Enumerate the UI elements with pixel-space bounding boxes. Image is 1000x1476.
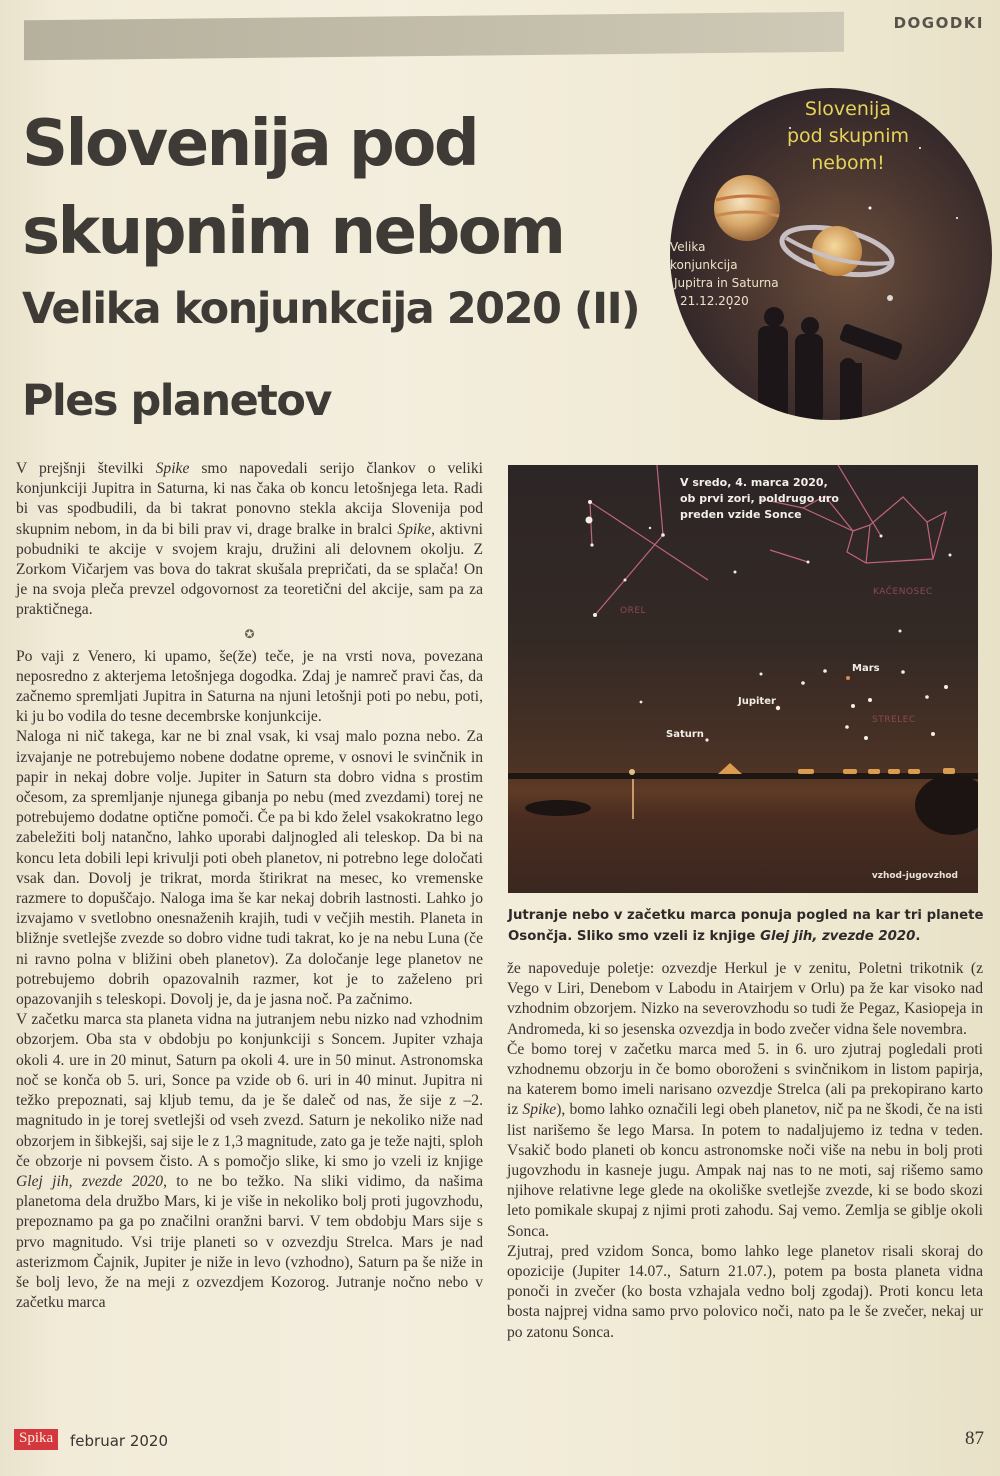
- badge-line: Velika: [670, 240, 706, 254]
- text-run: V prejšnji številki: [16, 460, 156, 477]
- rock: [525, 800, 591, 816]
- paragraph: Naloga ni nič takega, kar ne bi znal vsak, ki vsaj malo pozna nebo. Za izvajanje ne potrebujemo nobene dodatne opreme, v osnovi le svinčnik in papir in nekaj dobre volje. Jupiter in Saturn sta dobro vidna s prostim očesom, za spremljanje njunega gibanja po nebu (med zvezdami) torej ne potrebujemo dodatne optične pomoči. Če pa bi kdo želel vsakokratno lego zabeležiti bolj natančno, lahko uporabi daljnogled ali teleskop. Da bi na koncu leta dobili lepi krivulji poti obeh planetov, ni potrebno lege določati vsak dan. Dovolj je trikrat, morda štirikrat na mesec, ko vremenske razmere to dopuščajo. Naloga ima še kar nekaj dobrih lastnosti. Lahko jo izvajamo v svetlobno onesnaženih krajih, tudi v večjih mestih. Planeta in bližnje svetlejše zvezde so dobro vidne tudi takrat, ko je na nebu Luna (če ni ravno polna v bližini obeh planetov). Za določanje lege planetov ne potrebujemo dobrih opazovalnih razmer, kot je to zaželeno pri opazovanjih s teleskopi. Dovolj je, da je jasna noč. Pa začnimo.: [16, 728, 483, 1009]
- figure-note-line: V sredo, 4. marca 2020,: [680, 476, 828, 489]
- star: [869, 207, 872, 210]
- article-title: Slovenija pod skupnim nebom: [22, 107, 564, 269]
- text-run: V začetku marca sta planeta vidna na jutranjem nebu nizko nad vzhodnim obzorjem. Oba sta v obdobju po konjunkciji s Soncem. Jupiter vzhaja okoli 4. ure in 20 minut, Saturn pa okoli 4. ure in 50 minut. Astronomska noč se konča ob 5. uri, Sonce pa vzide ob 6. uri in 40 minut. Jupitra ni težko prepoznati, saj kljub temu, da je še daleč od nas, že sije z –2. magnitudo in je torej svetlejši od vseh zvezd. Saturn je nekoliko niže nad obzorjem in šibkejši, saj sije le z 1,3 magnitude, zato ga je teže najti, sploh če obzorje ni povsem čisto. A s pomočjo slike, ki smo jo vzeli iz knjige: [16, 1011, 483, 1170]
- badge-line: konjunkcija: [670, 258, 738, 272]
- divider-star-icon: ✪: [244, 626, 255, 641]
- figure-note-line: ob prvi zori, poldrugo uro: [680, 492, 839, 505]
- text-run-italic: Spike: [522, 1101, 557, 1119]
- label-kacenosec: KAČENOSEC: [873, 587, 933, 597]
- horizon: [508, 773, 978, 779]
- direction-label: vzhod-jugovzhod: [871, 871, 958, 881]
- text-run-italic: Spike: [155, 460, 190, 477]
- text-run-italic: Spike: [397, 520, 432, 538]
- article-subtitle: Velika konjunkcija 2020 (II): [22, 284, 640, 334]
- text-run: Če bomo torej v začetku marca med 5. in 6. uro zjutraj pogledali proti vzhodnemu obzorju in če bomo oboroženi s svinčnikom in listom papirja, na katerem bomo imeli narisano ozvezdje Strelca (ali pa prekopirano karto iz: [507, 1040, 983, 1119]
- label-orel: OREL: [620, 606, 647, 616]
- saturn-dot: [705, 738, 708, 741]
- paragraph: že napoveduje poletje: ozvezdje Herkul je v zenitu, Poletni trikotnik (z Vego v Liri, Denebom v Labodu in Atairjem v Orlu) pa že kar visoko nad vzhodnim obzorjem. Nizko na severovzhodu so tudi že Pegaz, Kasiopeja in Andromeda, ki so jesenska ozvezdja in bodo zvečer vidna šele novembra.: [507, 960, 983, 1038]
- sky-chart-figure: [508, 465, 978, 893]
- star: [887, 295, 893, 301]
- text-run: smo napovedali serijo člankov o veliki konjunkciji Jupitra in Saturna, ki nas čaka ob koncu letošnjega leta. Radi bi vas spodbudili, da bi takrat ponovno stekla akcija Slovenija pod skupnim nebom, in da bi bili prav vi, drage bralke in bralci: [16, 460, 483, 538]
- badge-title: Slovenija pod skupnim nebom!: [786, 98, 910, 174]
- paragraph: [16, 1010, 483, 1313]
- mars-dot: [846, 676, 850, 680]
- figure-caption: [508, 905, 984, 947]
- figure-note-line: preden vzide Sonce: [680, 508, 802, 521]
- text-run: ), bomo lahko označili legi obeh planetov, nič pa ne škodi, če na isti list narišemo še lego Marsa. In potem to nadaljujemo iz tedna v teden. Vsakič bodo planeti ob koncu astronomske noči više na nebu in bolj proti jugovzhodu in kasneje jugu. Ampak naj nas to ne moti, saj rišemo samo njihove relativne lege glede na okoliške svetlejše zvezde, ki se bodo skozi leto pomikale skupaj z njimi proti zahodu. Saj vemo. Zemlja se giblje okoli Sonca.: [507, 1101, 983, 1240]
- paragraph: [507, 1040, 983, 1242]
- badge-line: 21.12.2020: [680, 294, 749, 308]
- label-mars: Mars: [852, 663, 880, 674]
- label-strelec: STRELEC: [872, 715, 916, 725]
- label-jupiter: Jupiter: [738, 696, 776, 707]
- section-label: DOGODKI: [893, 14, 984, 32]
- body-column-left: [16, 459, 483, 1313]
- jupiter-dot: [776, 706, 780, 710]
- paragraph-intro: [16, 459, 483, 621]
- text-run-italic: Glej jih, zvezde 2020: [16, 1172, 164, 1190]
- paragraph: Zjutraj, pred vzidom Sonca, bomo lahko lege planetov risali skoraj do opozicije (Jupiter 14.07., Saturn 21.07.), potem pa bosta planeta vidna ponoči in zvečer (ko bosta vzhajala vedno bolj zgodaj). Proti koncu leta bosta najprej vidna samo prvo polovico noči, nato pa le še zvečer, nekaj ur po zatonu Sonca.: [507, 1242, 983, 1341]
- magazine-logo: Spika: [14, 1429, 58, 1450]
- silhouettes: [758, 307, 903, 420]
- text-run: , to ne bo težko. Na sliki vidimo, da našima planetoma dela družbo Mars, ki je više in nekoliko bolj proti jugovzhodu, prepoznamo pa ga po značilni oranžni barvi. V tem obdobju Mars sije s prvo magnitudo. Vsi trije planeti so v ozvezdju Strelca. Mars je nad asterizmom Čajnik, Jupiter je niže in levo (vzhodno), Saturn pa še niže in še bolj levo, že na meji z ozvezdjem Kozorog. Jutranje nočno nebo v začetku marca: [16, 1172, 483, 1312]
- sky-chart: [508, 465, 978, 893]
- shore-bush: [915, 775, 978, 835]
- article-kicker: Ples planetov: [22, 376, 331, 426]
- star: [956, 217, 958, 219]
- text-run: , aktivni pobudniki te akcije v svojem kraju, družini ali delovnem okolju. Z Zorkom Vičarjem vas bova do takrat skušala prepričati, da se splača! On je na svoja pleča prevzel odgovornost za teoretični del akcije, sam pa za praktičnega.: [16, 520, 484, 619]
- figure-note: [680, 475, 839, 523]
- issue-date: februar 2020: [70, 1432, 169, 1450]
- label-saturn: Saturn: [666, 729, 704, 740]
- text-run: Jutranje nebo v začetku marca ponuja pogled na kar tri planete Osončja. Sliko smo vzeli iz knjige: [508, 908, 984, 944]
- paragraph: Po vaji z Venero, ki upamo, še(že) teče, je na vrsti nova, povezana neposredno z akterjema letošnjega dogodka. Zdaj je namreč pravi čas, da začnemo spremljati Jupitra in Saturna na njuni letošnji poti po nebu, poti, ki ju bo vodila do tesne decembrske konjunkcije.: [16, 647, 483, 726]
- page-number: 87: [965, 1428, 984, 1449]
- event-badge: [670, 88, 992, 420]
- text-run: .: [915, 929, 921, 944]
- light-reflection: [632, 779, 634, 819]
- badge-caption: [670, 238, 810, 310]
- body-column-right: [507, 959, 983, 1343]
- jupiter-illustration: [714, 175, 780, 241]
- badge-line: Jupitra in Saturna: [674, 276, 779, 290]
- text-run-italic: Glej jih, zvezde 2020: [760, 929, 916, 944]
- header-band: [24, 12, 844, 61]
